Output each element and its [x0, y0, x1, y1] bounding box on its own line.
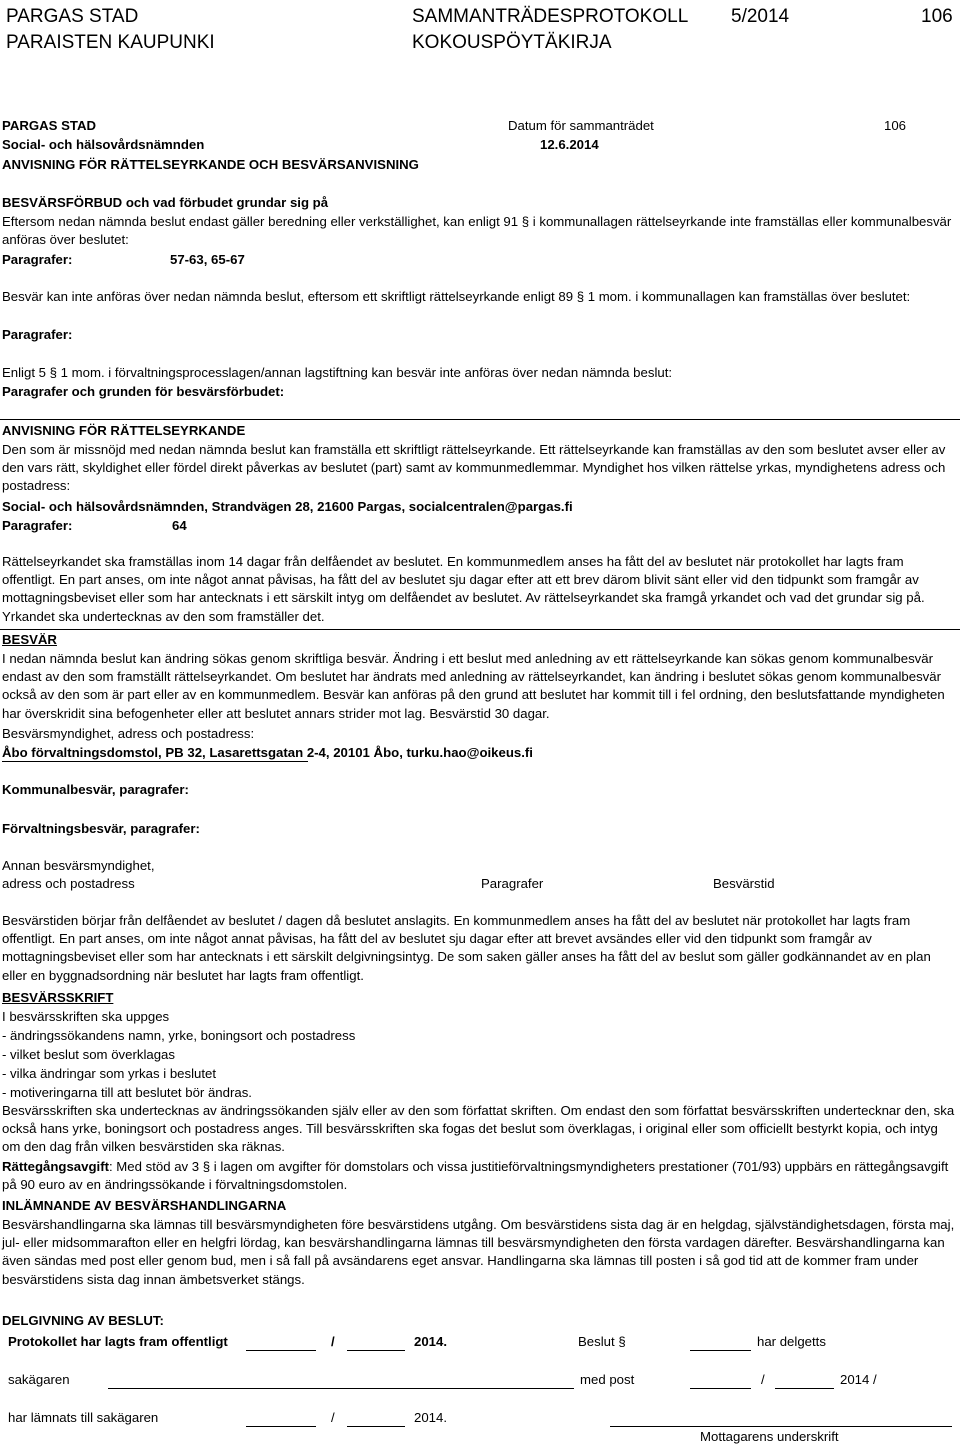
s3-text: I nedan nämnda beslut kan ändring sökas genom skriftliga besvär. Ändring i ett beslut med anledning av ett rättelseyrkande kan sökas genom kommunalbesvär endast av den som framställt rättelseyrkandet. Om beslutet har ändrats med anledning av rättelseyrkandet, kan ändring i beslutet sökas genom kommunalbesvär också av den som är part eller av en kommunmedlem. Besvär kan anföras på den grund att beslutet har kommit till i fel ordning, den beslutsfattande myndigheten har överskridit sina befogenheter eller att beslutet annars strider mot lag. Besvärstid 30 dagar.	[2, 651, 945, 721]
page-header	[0, 4, 960, 56]
s6-heading: DELGIVNING AV BESLUT:	[2, 1313, 164, 1328]
s3-forvaltning: Förvaltningsbesvär, paragrafer:	[2, 821, 200, 836]
s3-address: Åbo förvaltningsdomstol, PB 32, Lasarettsgatan 2-4, 20101 Åbo, turku.hao@oikeus.fi	[2, 745, 533, 760]
document-title: ANVISNING FÖR RÄTTELSEYRKANDE OCH BESVÄRSANVISNING	[2, 157, 419, 172]
s6-signature-label: Mottagarens underskrift	[700, 1429, 839, 1444]
meta-date: 12.6.2014	[540, 137, 599, 152]
s4-intro: I besvärsskriften ska uppges	[2, 1009, 170, 1024]
s3-kommunal: Kommunalbesvär, paragrafer:	[2, 782, 189, 797]
month-blank[interactable]	[347, 1350, 405, 1351]
meta-page: 106	[884, 118, 907, 133]
divider	[0, 629, 960, 630]
s6-row1-label: Protokollet har lagts fram offentligt	[8, 1334, 228, 1349]
s3-annan2: adress och postadress	[2, 876, 135, 891]
s6-har-lamnats: har lämnats till sakägaren	[8, 1410, 159, 1425]
header-issue: 5/2014	[731, 6, 790, 27]
s1-heading: BESVÄRSFÖRBUD och vad förbudet grundar sig på	[2, 195, 329, 210]
s3-col-paragrafer: Paragrafer	[481, 876, 544, 891]
s4-fee	[2, 1158, 956, 1194]
s1-par-label2: Paragrafer:	[2, 327, 73, 342]
post-month-blank[interactable]	[775, 1388, 834, 1389]
s2-par-label: Paragrafer:	[2, 518, 73, 533]
s6-med-post: med post	[580, 1372, 635, 1387]
s2-text: Den som är missnöjd med nedan nämnda beslut kan framställa ett skriftligt rättelseyrkande. Ett rättelseyrkande kan framställas av den som beslutet avser eller av den vars rätt, skyldighet eller fördel direkt påverkas av beslutet (part) samt av kommunmedlemmar. Myndighet hos vilken rättelse yrkas, myndighetens adress och postadress:	[2, 442, 946, 494]
s2-text2: Rättelseyrkandet ska framställas inom 14 dagar från delfåendet av beslutet. En kommunmedlem anses ha fått del av beslutet när protokollet har lagts fram offentligt. En part anses, om inte något annat påvisas, ha fått del av beslutet sju dagar efter att ett brev därom blivit sänt eller vid den tidpunkt som framgår av mottagningsbeviset eller som har antecknats i ett särskilt intyg om delfåendet av beslutet. Av rättelseyrkandet ska framgå yrkandet och vad det grundar sig på. Yrkandet ska undertecknas av den som framställer det.	[2, 554, 925, 624]
meta-date-label: Datum för sammanträdet	[508, 118, 654, 133]
s6-har-delgetts: har delgetts	[757, 1334, 826, 1349]
header-doc-sv: SAMMANTRÄDESPROTOKOLL	[412, 6, 689, 27]
s2-heading: ANVISNING FÖR RÄTTELSEYRKANDE	[2, 423, 246, 438]
day-blank[interactable]	[246, 1350, 316, 1351]
s4-item: - vilket beslut som överklagas	[2, 1047, 175, 1062]
meta-org: PARGAS STAD	[2, 118, 97, 133]
s3-auth-label: Besvärsmyndighet, adress och postadress:	[2, 726, 255, 741]
address-underline	[2, 761, 308, 762]
header-org-sv: PARGAS STAD	[6, 6, 139, 27]
s1-text2: Besvär kan inte anföras över nedan nämnda beslut, eftersom ett skriftligt rättelseyrkande enligt 89 § 1 mom. i kommunallagen kan framställas över beslutet:	[2, 289, 911, 304]
s1-par-label: Paragrafer:	[2, 252, 73, 267]
s6-beslut: Beslut §	[578, 1334, 626, 1349]
s4-item: - vilka ändringar som yrkas i beslutet	[2, 1066, 217, 1081]
s6-slash3: /	[331, 1410, 335, 1425]
header-doc	[412, 4, 688, 56]
s4-fee-text: : Med stöd av 3 § i lagen om avgifter för domstolars och vissa justitieförvaltningsmyndigheters prestationer (701/93) uppbärs en rättegångsavgift på 90 euro av en ändringssökande i förvaltningsdomstolen.	[2, 1159, 949, 1193]
s1-text3b: Paragrafer och grunden för besvärsförbudet:	[2, 384, 285, 399]
s6-year: 2014.	[414, 1334, 448, 1349]
s3-col-besvarstid: Besvärstid	[713, 876, 775, 891]
s6-sakagaren: sakägaren	[8, 1372, 70, 1387]
s2-address: Social- och hälsovårdsnämnden, Strandvägen 28, 21600 Pargas, socialcentralen@pargas.fi	[2, 499, 573, 514]
handover-day-blank[interactable]	[246, 1426, 316, 1427]
paragraph-blank[interactable]	[690, 1350, 751, 1351]
party-name-blank[interactable]	[108, 1388, 574, 1389]
s4-fee-label: Rättegångsavgift	[2, 1159, 109, 1174]
s6-year2: 2014 /	[840, 1372, 877, 1387]
s3-text2: Besvärstiden börjar från delfåendet av beslutet / dagen då beslutet anslagits. En kommunmedlem anses ha fått del av beslutet när protokollet har lagts fram offentligt. En part anses, om inte något annat påvisas, ha fått del av beslutet sju dagar efter att brevet avsändes eller vid den tidpunkt som framgår av mottagningsbeviset eller som har antecknats i ett särskilt delgivningsintyg. De som saken gäller anses ha fått del av beslut som gäller godkännandet av en plan eller en byggnadsordning när beslutet har lagts fram offentligt.	[2, 913, 931, 983]
s4-item: - motiveringarna till att beslutet bör ändras.	[2, 1085, 252, 1100]
s5-heading: INLÄMNANDE AV BESVÄRSHANDLINGARNA	[2, 1198, 287, 1213]
s5-text: Besvärshandlingarna ska lämnas till besvärsmyndigheten före besvärstidens utgång. Om besvärstidens sista dag är en helgdag, självständighetsdagen, första maj, jul- eller midsommarafton eller en helgfri lördag, kan besvärshandlingarna lämnas till besvärsmyndigheten den första vardagen därefter. Besvärshandlingarna kan även sändas med post eller genom bud, men i så fall på avsändarens eget ansvar. Handlingarna ska lämnas till posten i så god tid att de kommer fram under besvärstidens sista dag innan ämbetsverket stängs.	[2, 1217, 955, 1287]
s3-annan1: Annan besvärsmyndighet,	[2, 858, 155, 873]
header-page: 106	[921, 6, 953, 27]
meta-board: Social- och hälsovårdsnämnden	[2, 137, 205, 152]
s1-text3: Enligt 5 § 1 mom. i förvaltningsprocesslagen/annan lagstiftning kan besvär inte anföras över nedan nämnda beslut:	[2, 365, 673, 380]
header-org	[6, 4, 215, 56]
s6-slash: /	[331, 1334, 335, 1349]
signature-line[interactable]	[610, 1426, 952, 1427]
s4-text: Besvärsskriften ska undertecknas av ändringssökanden själv eller av den som författat skriften. Om endast den som författat besvärsskriften undertecknar den, ska också hans yrke, boningsort och postadress anges. Till besvärsskriften ska fogas det beslut som överklagas, i original eller som officiellt bestyrkt kopia, och intyg om den dag från vilken besvärstiden ska räknas.	[2, 1103, 955, 1155]
header-org-fi: PARAISTEN KAUPUNKI	[6, 32, 215, 53]
s1-text: Eftersom nedan nämnda beslut endast gäller beredning eller verkställighet, kan enligt 91 § i kommunallagen rättelseyrkande inte framställas eller kommunalbesvär anföras över beslutet:	[2, 214, 952, 248]
s6-slash2: /	[761, 1372, 765, 1387]
s6-year3: 2014.	[414, 1410, 448, 1425]
s4-item: - ändringssökandens namn, yrke, boningsort och postadress	[2, 1028, 356, 1043]
handover-month-blank[interactable]	[347, 1426, 405, 1427]
s2-par-value: 64	[172, 518, 187, 533]
s4-heading: BESVÄRSSKRIFT	[2, 990, 114, 1005]
divider	[0, 419, 960, 420]
s1-par-value: 57-63, 65-67	[170, 252, 245, 267]
header-doc-fi: KOKOUSPÖYTÄKIRJA	[412, 32, 612, 53]
s3-heading: BESVÄR	[2, 632, 57, 647]
post-day-blank[interactable]	[690, 1388, 751, 1389]
